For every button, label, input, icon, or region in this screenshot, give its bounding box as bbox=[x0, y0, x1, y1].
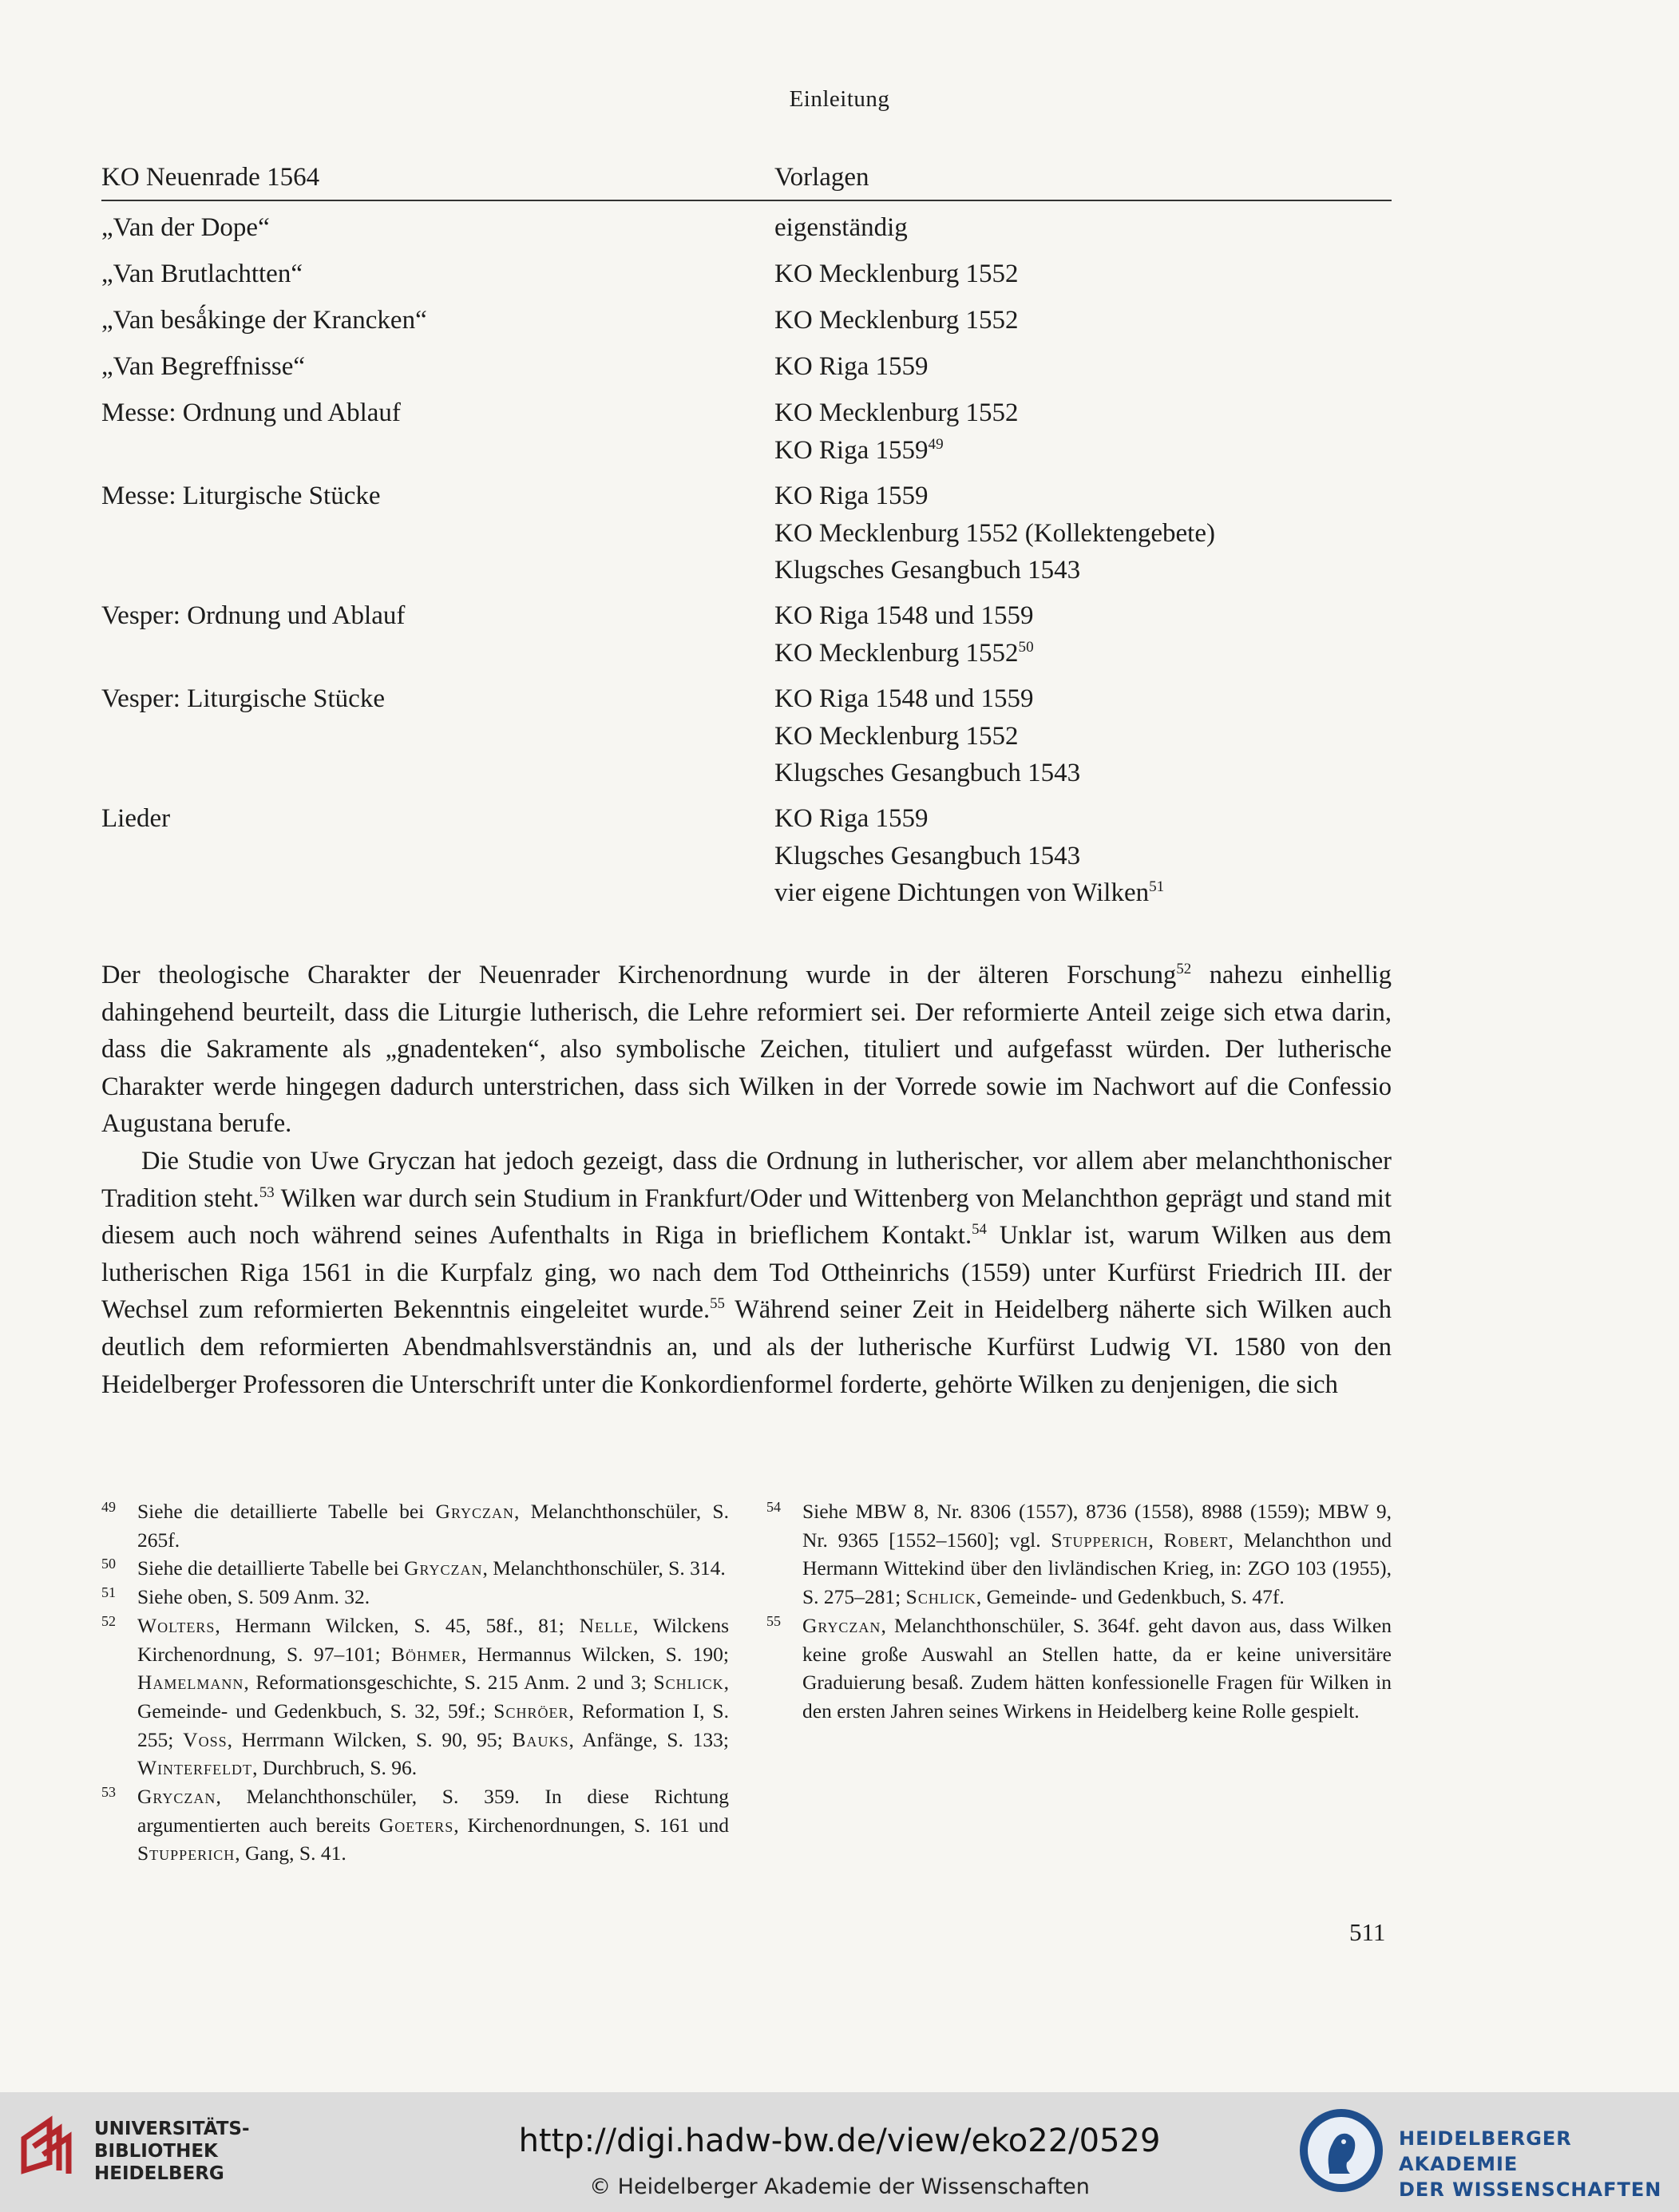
author-name: Gryczan bbox=[137, 1785, 216, 1809]
hadw-seal-icon[interactable] bbox=[1297, 2107, 1385, 2194]
row-section: Vesper: Liturgische Stücke bbox=[101, 684, 385, 713]
author-name: Schröer bbox=[493, 1699, 569, 1722]
source-line: KO Mecklenburg 1552 (Kollektengebete) bbox=[774, 518, 1215, 548]
text-run: , Hermann Wilcken, S. 45, 58f., 81; bbox=[215, 1613, 580, 1637]
source-text: KO Mecklenburg 1552 bbox=[774, 638, 1019, 668]
author-name: Stupperich bbox=[137, 1841, 236, 1865]
text-run: , Kirchenordnungen, S. 161 und bbox=[453, 1813, 729, 1837]
ub-label-line: UNIVERSITÄTS- bbox=[94, 2119, 250, 2139]
source-line: eigenständig bbox=[774, 213, 908, 242]
footnote-51 bbox=[101, 1583, 729, 1611]
viewer-footer bbox=[0, 2092, 1679, 2212]
source-line: KO Mecklenburg 1552 bbox=[774, 398, 1019, 427]
ub-label-line: HEIDELBERG bbox=[94, 2163, 224, 2184]
text-run: , Melanchthonschüler, S. 265f. bbox=[137, 1500, 729, 1552]
author-name: Böhmer bbox=[391, 1642, 462, 1666]
page-number: 511 bbox=[1349, 1918, 1386, 1946]
copyright-notice: © Heidelberger Akademie der Wissenschaften bbox=[589, 2174, 1090, 2199]
row-section: „Van der Dope“ bbox=[101, 213, 270, 242]
footnote-52 bbox=[101, 1611, 729, 1782]
footnote-number: 55 bbox=[766, 1612, 781, 1629]
author-name: Gryczan bbox=[802, 1613, 881, 1637]
source-line: Klugsches Gesangbuch 1543 bbox=[774, 759, 1081, 787]
footnote-number: 52 bbox=[101, 1612, 116, 1629]
text-run: , Melanchthonschüler, S. 359. In diese Richtung argumentierten auch bereits bbox=[137, 1785, 729, 1837]
row-section: Messe: Ordnung und Ablauf bbox=[101, 398, 401, 427]
row-sources bbox=[774, 478, 1215, 589]
source-line: KO Riga 1548 und 1559 bbox=[774, 601, 1034, 630]
footnote-ref: 55 bbox=[710, 1295, 725, 1313]
footnote-ref: 49 bbox=[928, 435, 944, 453]
row-sources bbox=[774, 800, 1164, 912]
author-name: Stupperich bbox=[1051, 1528, 1149, 1552]
source-line: Klugsches Gesangbuch 1543 bbox=[774, 841, 1081, 870]
text-run: , Herrmann Wilcken, S. 90, 95; bbox=[227, 1727, 513, 1751]
sources-table bbox=[101, 160, 1392, 907]
column-header-vorlagen: Vorlagen bbox=[774, 163, 869, 192]
source-line: KO Riga 1559 bbox=[774, 482, 929, 510]
text-run: , Melanchthonschüler, S. 364f. geht davon aus, dass Wilken keine große Auswahl an Stellen hatte, da er keine universitäre Graduierung besaß. Zudem hätten konfessionelle Fragen für Wilken in den ersten Jahren seines Wirkens in Heidelberg keine Rolle gespielt. bbox=[802, 1613, 1392, 1722]
text-run: Während seiner Zeit in Heidelberg näherte sich Wilken auch deutlich dem reformierten Abendmahlsverständnis an, und als der lutherische Kurfürst Ludwig VI. 1580 von den Heidelberger Professoren die Unterschrift unter die Konkordienformel forderte, gehörte Wilken zu denjenigen, die sich bbox=[101, 1295, 1392, 1399]
running-head: Einleitung bbox=[789, 86, 890, 112]
text-run: , Melanchthon und Hermann Wittekind über den livländischen Krieg, in: ZGO 103 (1955), S. 275–281; bbox=[802, 1528, 1392, 1609]
text-run: , Gang, S. 41. bbox=[235, 1841, 346, 1865]
row-sources bbox=[774, 209, 908, 247]
author-name: Goeters bbox=[378, 1813, 454, 1837]
text-run: , Reformationsgeschichte, S. 215 Anm. 2 und 3; bbox=[244, 1671, 654, 1695]
source-text: KO Riga 1559 bbox=[774, 435, 929, 465]
author-name: Voss bbox=[183, 1727, 228, 1751]
footnotes-right-column bbox=[766, 1497, 1392, 1726]
row-section: Vesper: Ordnung und Ablauf bbox=[101, 601, 406, 630]
footnote-ref: 50 bbox=[1018, 638, 1034, 656]
author-name: Nelle bbox=[579, 1613, 633, 1637]
paragraph bbox=[101, 1143, 1392, 1403]
text-run: Wilken war durch sein Studium in Frankfurt/Oder und Wittenberg von Melanchthon geprägt und stand mit diesem auch noch während seines Aufenthalts in Riga in brieflichem Kontakt. bbox=[101, 1183, 1392, 1251]
row-section: Messe: Liturgische Stücke bbox=[101, 482, 381, 510]
text-run: Die Studie von Uwe Gryczan hat jedoch gezeigt, dass die Ordnung in lutherischer, vor allem aber melanchthonischer Tradition steht. bbox=[101, 1146, 1392, 1213]
ub-label-line: BIBLIOTHEK bbox=[94, 2141, 218, 2162]
source-line: KO Mecklenburg 1552 bbox=[774, 260, 1019, 288]
footnote-number: 54 bbox=[766, 1499, 781, 1515]
body-text bbox=[101, 957, 1392, 1403]
text-run: , Durchbruch, S. 96. bbox=[252, 1756, 418, 1780]
footnote-53 bbox=[101, 1782, 729, 1868]
text-run: nahezu einhellig dahingehend beurteilt, dass die Liturgie lutherisch, die Lehre reformiert sei. Der reformierte Anteil zeige sich etwa darin, dass die Sakramente als „gnadenteken“, also symbolische Zeichen, tituliert und aufgefasst würden. Der lutherische Charakter werde hingegen dadurch unterstrichen, dass sich Wilken in der Vorrede sowie im Nachwort auf die Confessio Augustana berufe. bbox=[101, 961, 1392, 1139]
source-line bbox=[774, 874, 1164, 912]
text-run: Unklar ist, warum Wilken aus dem lutherischen Riga 1561 in die Kurpfalz ging, wo nach dem Tod Ottheinrichs (1559) unter Kurfürst Friedrich III. der Wechsel zum reformierten Bekenntnis eingeleitet wurde. bbox=[101, 1221, 1392, 1325]
row-section: „Van Brutlachtten“ bbox=[101, 260, 303, 288]
author-name: Bauks bbox=[512, 1727, 569, 1751]
source-line bbox=[774, 432, 1019, 470]
row-section: „Van Begreffnisse“ bbox=[101, 352, 306, 381]
author-name: Wolters bbox=[137, 1613, 216, 1637]
footnote-number: 49 bbox=[101, 1499, 116, 1515]
text-run: Siehe MBW 8, Nr. 8306 (1557), 8736 (1558), 8988 (1559); MBW 9, Nr. 9365 [1552–1560]; vgl. bbox=[802, 1500, 1392, 1552]
author-name: Hamelmann bbox=[137, 1671, 244, 1695]
footnote-ref: 53 bbox=[259, 1183, 275, 1201]
source-line: KO Mecklenburg 1552 bbox=[774, 306, 1019, 335]
row-sources bbox=[774, 680, 1080, 792]
paragraph bbox=[101, 957, 1392, 1143]
text-run: , Gemeinde- und Gedenkbuch, S. 47f. bbox=[976, 1585, 1285, 1609]
hadw-label-line: DER WISSENSCHAFTEN bbox=[1399, 2178, 1662, 2201]
text-run: , Melanchthonschüler, S. 314. bbox=[482, 1556, 726, 1580]
footnote-55 bbox=[766, 1611, 1392, 1726]
column-header-ko-neuenrade: KO Neuenrade 1564 bbox=[101, 163, 320, 192]
row-section: Lieder bbox=[101, 804, 171, 833]
source-line: Klugsches Gesangbuch 1543 bbox=[774, 556, 1081, 585]
text-run: , Wilckens Kirchenordnung, S. 97–101; bbox=[137, 1613, 729, 1666]
text-run: , Reformation I, S. 255; bbox=[137, 1699, 729, 1751]
row-section: „Van besǻkinge der Krancken“ bbox=[101, 306, 427, 335]
source-line: KO Mecklenburg 1552 bbox=[774, 721, 1019, 751]
row-sources bbox=[774, 597, 1034, 672]
author-name: Gryczan bbox=[404, 1556, 483, 1580]
source-line bbox=[774, 635, 1034, 672]
author-name: Robert bbox=[1163, 1528, 1229, 1552]
hadw-label[interactable] bbox=[1399, 2126, 1679, 2202]
text-run: , Hermannus Wilcken, S. 190; bbox=[461, 1642, 729, 1666]
text-run: , Gemeinde- und Gedenkbuch, S. 32, 59f.; bbox=[137, 1671, 729, 1722]
text-run: , Anfänge, S. 133; bbox=[568, 1727, 729, 1751]
footnote-ref: 54 bbox=[972, 1221, 987, 1239]
footnote-ref: 51 bbox=[1149, 878, 1165, 895]
author-name: Schlick bbox=[905, 1585, 976, 1609]
footnote-number: 51 bbox=[101, 1584, 116, 1601]
permalink-url[interactable]: http://digi.hadw-bw.de/view/eko22/0529 bbox=[518, 2123, 1161, 2159]
footnote-54 bbox=[766, 1497, 1392, 1611]
text-run: Siehe oben, S. 509 Anm. 32. bbox=[137, 1585, 370, 1609]
author-name: Gryczan bbox=[435, 1500, 514, 1523]
text-run: , bbox=[1148, 1528, 1164, 1552]
row-sources bbox=[774, 394, 1019, 469]
row-sources bbox=[774, 256, 1019, 293]
source-line: KO Riga 1559 bbox=[774, 804, 929, 833]
text-run: Der theologische Charakter der Neuenrader Kirchenordnung wurde in der älteren Forschung bbox=[101, 961, 1177, 989]
footnote-number: 53 bbox=[101, 1784, 116, 1801]
footnote-ref: 52 bbox=[1176, 961, 1192, 978]
footnote-49 bbox=[101, 1497, 729, 1554]
row-sources bbox=[774, 348, 929, 386]
table-header bbox=[101, 160, 1392, 201]
source-text: vier eigene Dichtungen von Wilken bbox=[774, 878, 1150, 907]
author-name: Schlick bbox=[653, 1671, 724, 1695]
footnotes-left-column bbox=[101, 1497, 729, 1868]
text-run: Siehe die detaillierte Tabelle bei bbox=[137, 1500, 436, 1523]
row-sources bbox=[774, 302, 1019, 339]
author-name: Winterfeldt bbox=[137, 1756, 253, 1780]
text-run: Siehe die detaillierte Tabelle bei bbox=[137, 1556, 405, 1580]
hadw-label-line: HEIDELBERGER AKADEMIE bbox=[1399, 2127, 1572, 2175]
footnote-number: 50 bbox=[101, 1556, 116, 1572]
source-line: KO Riga 1548 und 1559 bbox=[774, 684, 1034, 713]
source-line: KO Riga 1559 bbox=[774, 352, 929, 381]
footnote-50 bbox=[101, 1554, 729, 1583]
